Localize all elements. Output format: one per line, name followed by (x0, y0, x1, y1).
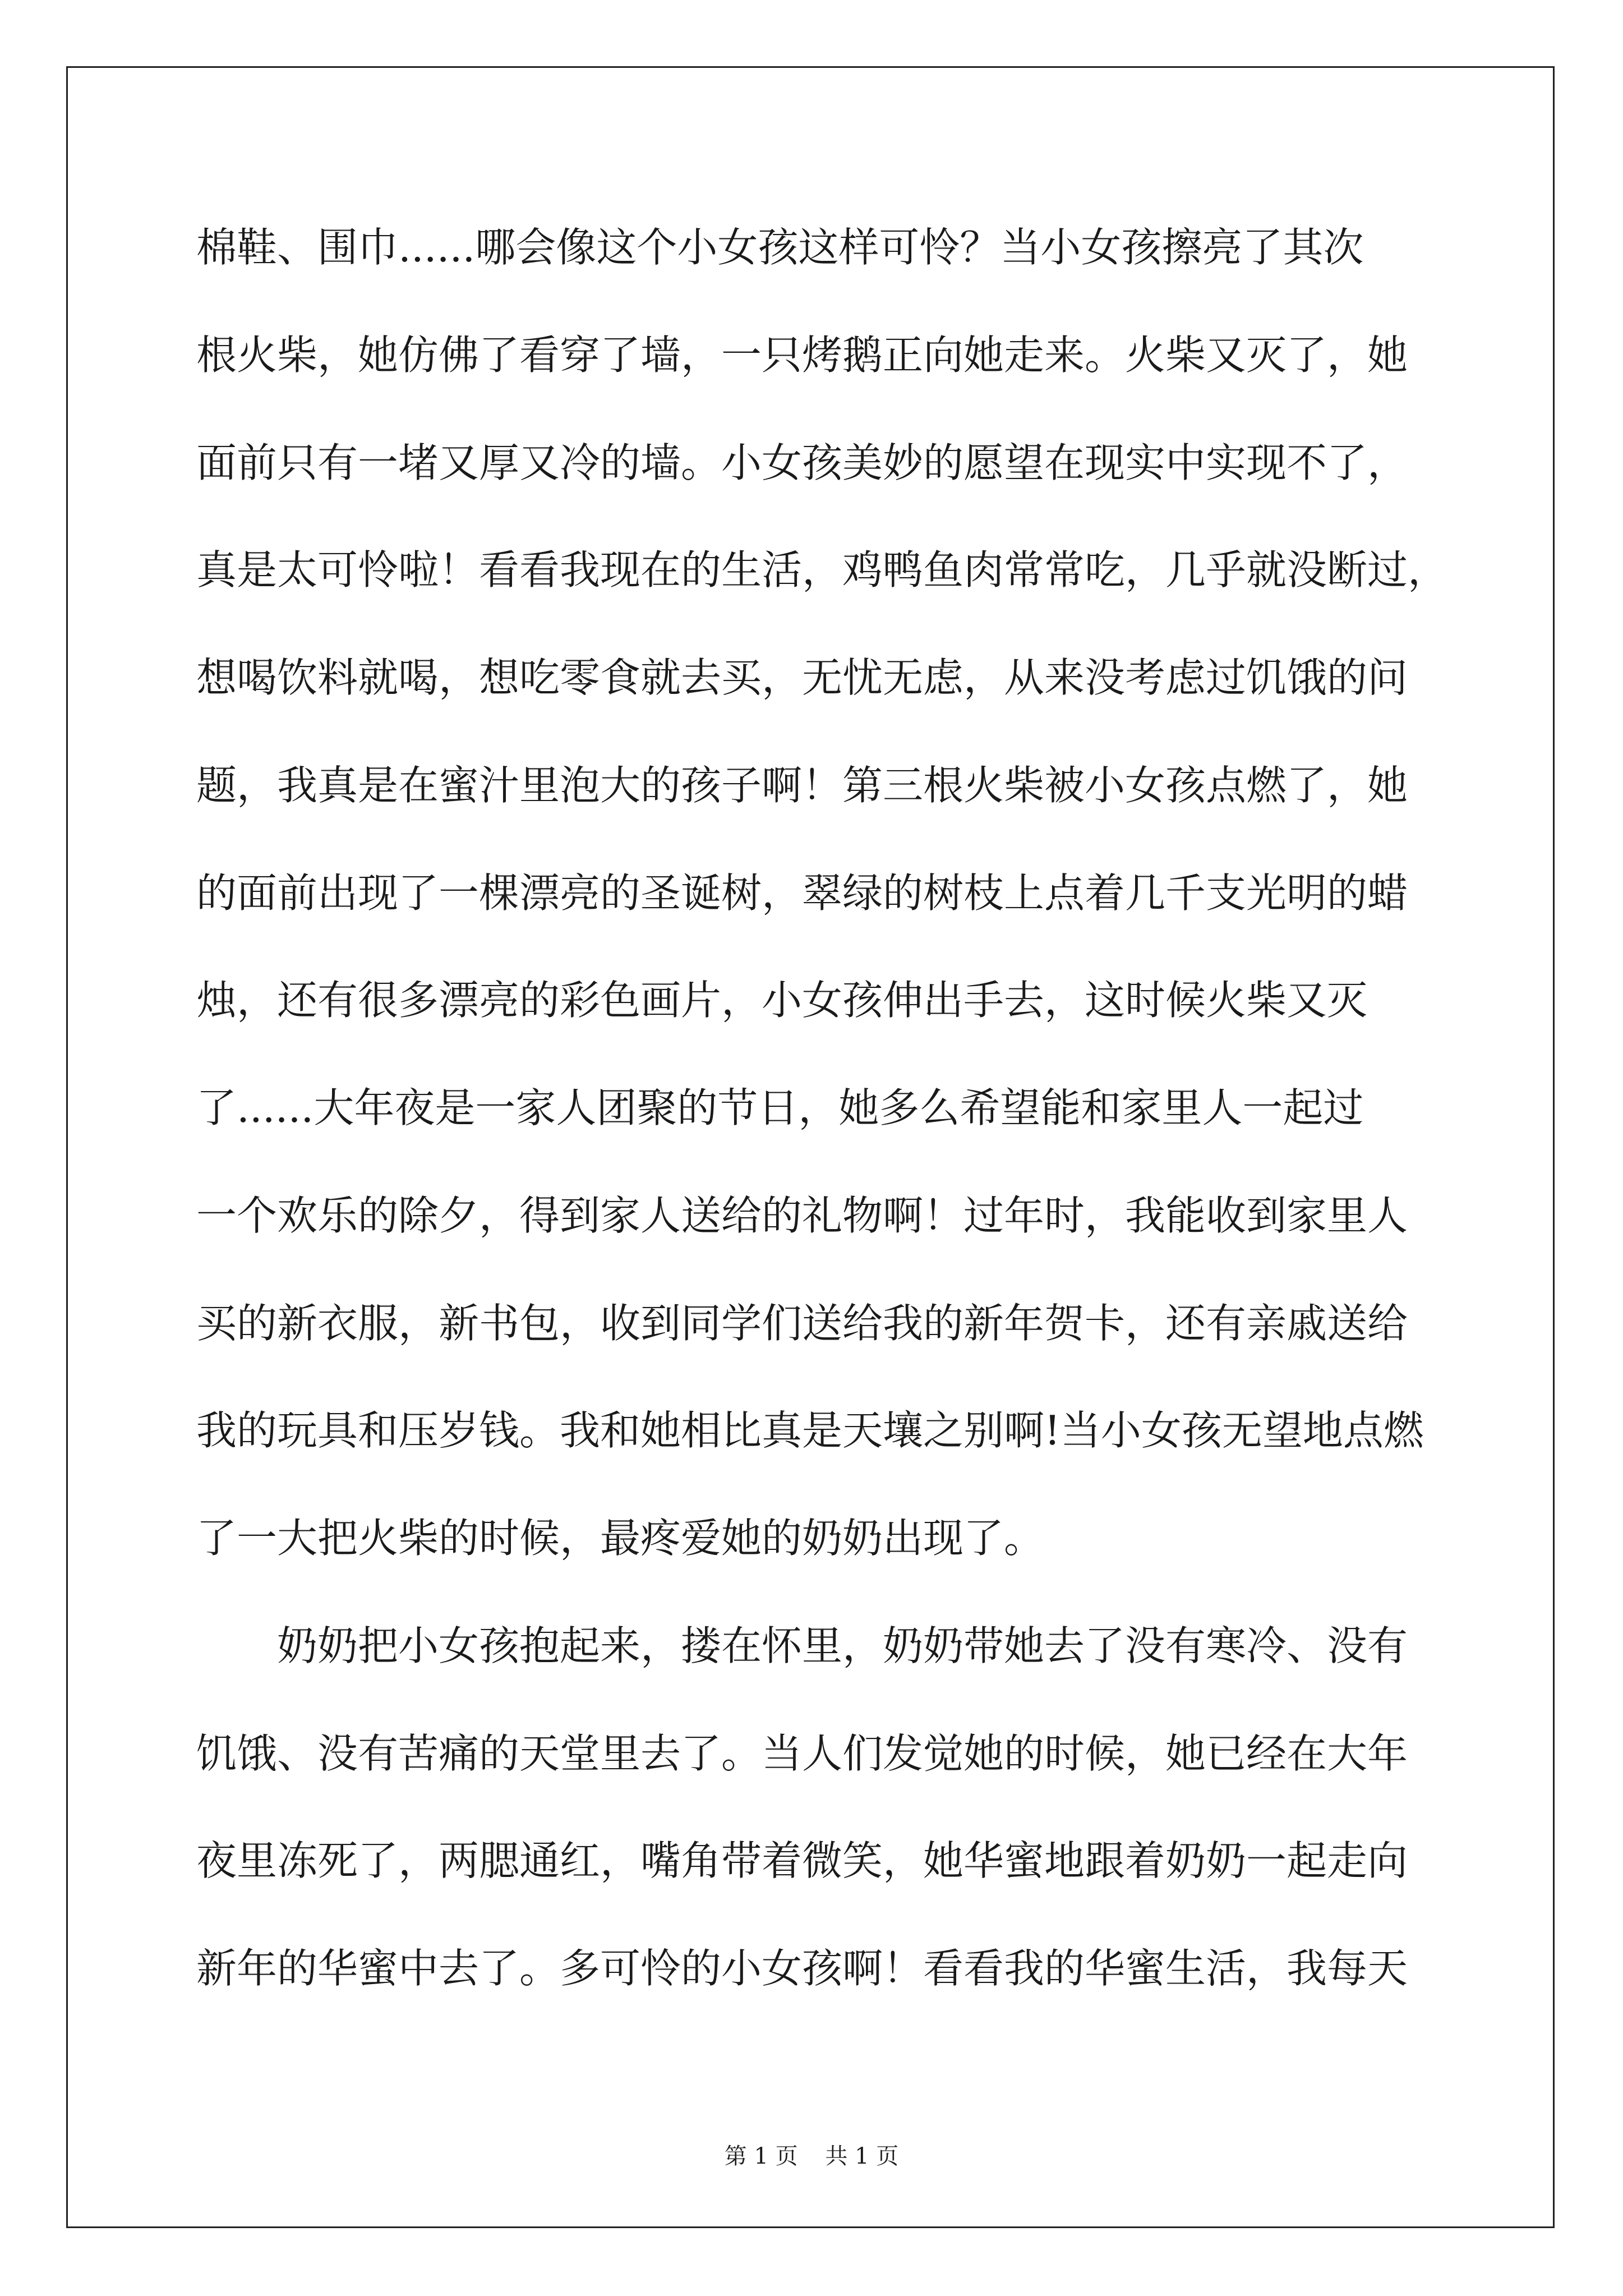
text-line: 棉鞋、围巾......哪会像这个小女孩这样可怜？当小女孩擦亮了其次 (196, 224, 1364, 271)
text-line: 真是太可怜啦！看看我现在的生活，鸡鸭鱼肉常常吃，几乎就没断过， (196, 546, 1449, 593)
text-line: 我的玩具和压岁钱。我和她相比真是天壤之别啊!当小女孩无望地点燃 (196, 1407, 1424, 1454)
text-line: 烛，还有很多漂亮的彩色画片，小女孩伸出手去，这时候火柴又灭 (196, 977, 1368, 1024)
text-line: 买的新衣服，新书包，收到同学们送给我的新年贺卡，还有亲戚送给 (196, 1300, 1408, 1347)
page-footer (0, 2138, 1623, 2170)
text-line: 了一大把火柴的时候，最疼爱她的奶奶出现了。 (196, 1515, 1045, 1562)
text-line: 一个欢乐的除夕，得到家人送给的礼物啊！过年时，我能收到家里人 (196, 1192, 1408, 1239)
text-line: 饥饿、没有苦痛的天堂里去了。当人们发觉她的时候，她已经在大年 (196, 1730, 1408, 1777)
text-line: 了......大年夜是一家人团聚的节日，她多么希望能和家里人一起过 (196, 1084, 1364, 1131)
text-line: 想喝饮料就喝，想吃零食就去买，无忧无虑，从来没考虑过饥饿的问 (196, 654, 1408, 701)
page-border (66, 66, 1555, 2228)
page-number: 第 1 页 (724, 2143, 798, 2169)
text-line: 的面前出现了一棵漂亮的圣诞树，翠绿的树枝上点着几千支光明的蜡 (196, 869, 1408, 917)
text-line: 根火柴，她仿佛了看穿了墙，一只烤鹅正向她走来。火柴又灭了，她 (196, 332, 1408, 379)
page-total: 共 1 页 (825, 2143, 899, 2169)
text-line: 题，我真是在蜜汁里泡大的孩子啊！第三根火柴被小女孩点燃了，她 (196, 762, 1408, 809)
text-line: 新年的华蜜中去了。多可怜的小女孩啊！看看我的华蜜生活，我每天 (196, 1945, 1408, 1992)
text-line: 夜里冻死了，两腮通红，嘴角带着微笑，她华蜜地跟着奶奶一起走向 (196, 1837, 1408, 1884)
text-line: 面前只有一堵又厚又冷的墙。小女孩美妙的愿望在现实中实现不了， (196, 439, 1408, 486)
paragraph-first-line: 奶奶把小女孩抱起来，搂在怀里，奶奶带她去了没有寒冷、没有 (277, 1622, 1408, 1669)
